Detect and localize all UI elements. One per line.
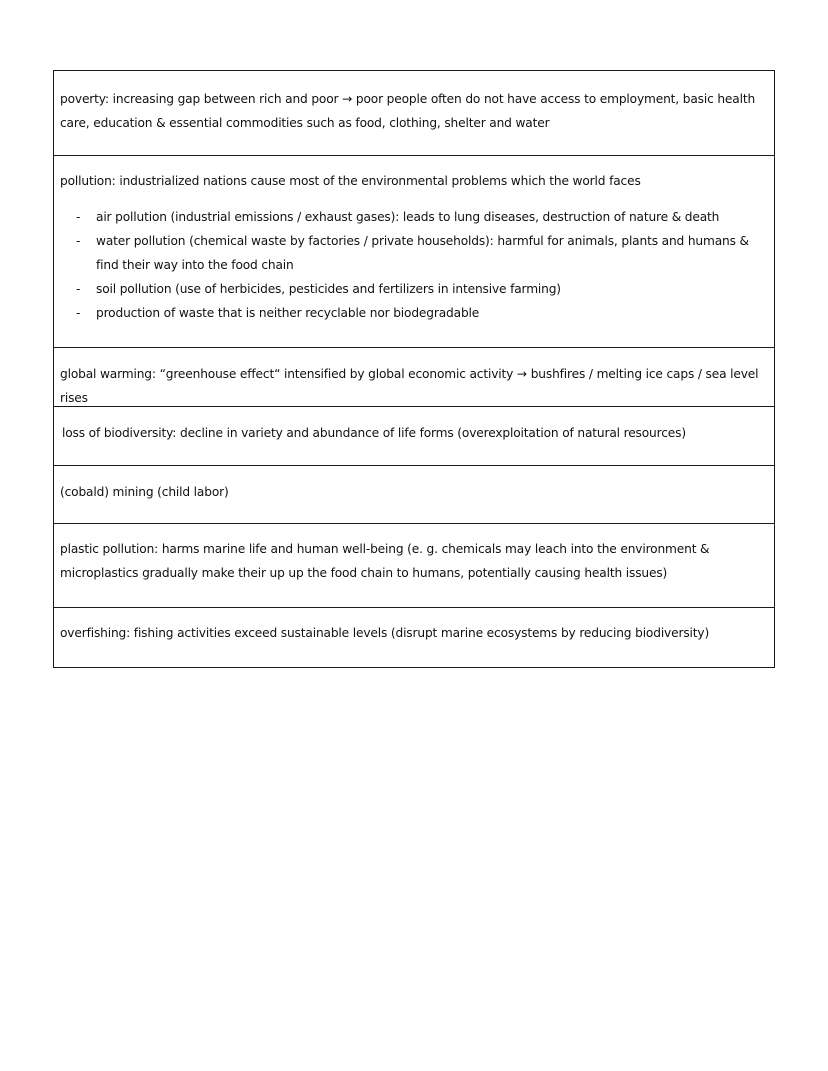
list-item (60, 277, 768, 301)
row-overfishing (54, 608, 774, 667)
mining-text: (cobald) mining (child labor) (60, 485, 229, 499)
biodiversity-text: loss of biodiversity: decline in variety and abundance of life forms (overexploitation of natural resources) (62, 426, 686, 440)
pollution-intro: pollution: industrialized nations cause most of the environmental problems which the world faces (60, 174, 641, 188)
global-warming-text: global warming: “greenhouse effect“ intensified by global economic activity → bushfires / melting ice caps / sea level rises (60, 367, 759, 405)
row-poverty (54, 71, 774, 156)
bullet-dash: - (76, 306, 81, 320)
bullet-dash: - (76, 234, 81, 248)
row-plastic-pollution (54, 524, 774, 608)
list-item (60, 301, 768, 325)
bullet-dash: - (76, 210, 81, 224)
global-problems-table (53, 70, 775, 668)
list-item (60, 205, 768, 229)
overfishing-text: overfishing: fishing activities exceed sustainable levels (disrupt marine ecosystems by reducing biodiversity) (60, 626, 710, 640)
bullet-dash: - (76, 282, 81, 296)
pollution-list (60, 205, 768, 325)
pollution-item-soil: soil pollution (use of herbicides, pesticides and fertilizers in intensive farming) (96, 282, 561, 296)
plastic-text: plastic pollution: harms marine life and human well-being (e. g. chemicals may leach into the environment & microplastics gradually make their up up the food chain to humans, potentially causing health issues) (60, 542, 710, 580)
row-mining (54, 466, 774, 524)
pollution-item-air: air pollution (industrial emissions / exhaust gases): leads to lung diseases, destruction of nature & death (96, 210, 720, 224)
pollution-item-water: water pollution (chemical waste by factories / private households): harmful for animals, plants and humans & find their way into the food chain (96, 234, 749, 272)
pollution-item-waste: production of waste that is neither recyclable nor biodegradable (96, 306, 480, 320)
row-biodiversity (54, 407, 774, 466)
row-pollution (54, 156, 774, 348)
poverty-text: poverty: increasing gap between rich and poor → poor people often do not have access to employment, basic health care, education & essential commodities such as food, clothing, shelter and water (60, 92, 756, 130)
list-item (60, 229, 768, 277)
row-global-warming (54, 348, 774, 407)
